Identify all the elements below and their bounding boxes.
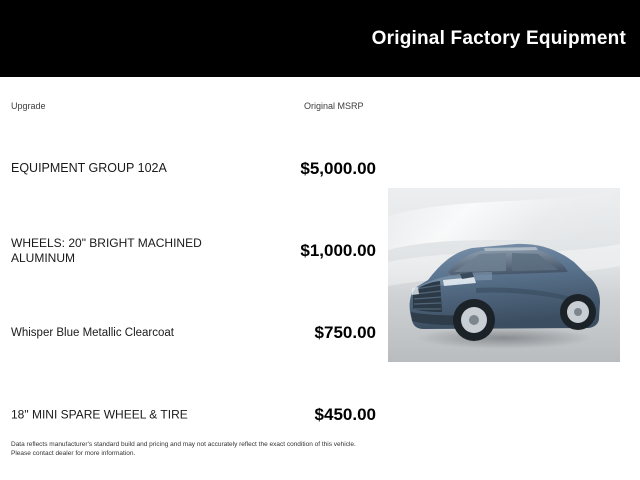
disclaimer-line-1: Data reflects manufacturer's standard build and pricing and may not accurately reflect the exact condition of this vehicle. — [11, 441, 356, 448]
vehicle-photo — [388, 188, 620, 362]
page-header — [0, 0, 640, 77]
equipment-price: $750.00 — [314, 323, 376, 342]
equipment-label: WHEELS: 20" BRIGHT MACHINED ALUMINUM — [11, 236, 202, 265]
equipment-price: $5,000.00 — [300, 159, 376, 178]
equipment-price: $450.00 — [314, 405, 376, 424]
disclaimer-text — [11, 440, 491, 459]
column-header-upgrade: Upgrade — [11, 101, 46, 111]
equipment-label: Whisper Blue Metallic Clearcoat — [11, 326, 174, 339]
equipment-label: EQUIPMENT GROUP 102A — [11, 161, 167, 176]
equipment-price: $1,000.00 — [300, 241, 376, 260]
disclaimer-line-2: Please contact dealer for more information. — [11, 450, 136, 458]
column-header-msrp: Original MSRP — [304, 101, 364, 111]
page-title: Original Factory Equipment — [371, 27, 626, 49]
equipment-label: 18" MINI SPARE WHEEL & TIRE — [11, 407, 188, 422]
